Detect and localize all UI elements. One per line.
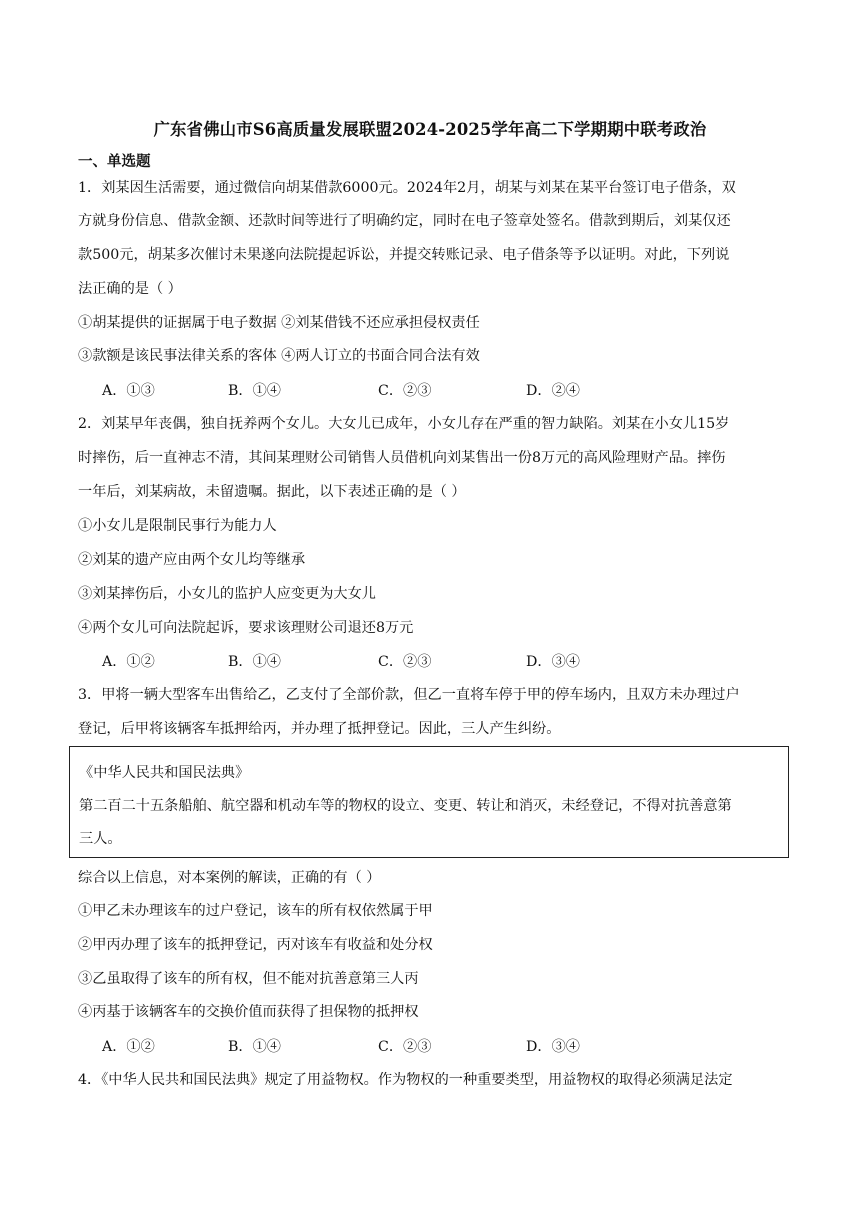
q2-line: 2．刘某早年丧偶，独自抚养两个女儿。大女儿已成年，小女儿存在严重的智力缺陷。刘某在小女儿15岁 (78, 416, 730, 432)
q2-line: 时摔伤，后一直神志不清，其间某理财公司销售人员借机向刘某售出一份8万元的高风险理财产品。摔伤 (78, 450, 726, 466)
option-c: C．②③ (378, 383, 432, 399)
law-text: 第二百二十五条船舶、航空器和机动车等的物权的设立、变更、转让和消灭，未经登记，不得对抗善意第 (79, 798, 732, 814)
q3-statement: ①甲乙未办理该车的过户登记，该车的所有权依然属于甲 (78, 903, 433, 919)
q3-statement: ③乙虽取得了该车的所有权，但不能对抗善意第三人丙 (78, 971, 419, 987)
document-title: 广东省佛山市S6高质量发展联盟2024-2025学年高二下学期期中联考政治 (153, 120, 707, 139)
q2-statement: ①小女儿是限制民事行为能力人 (78, 518, 277, 534)
q1-statement: ③款额是该民事法律关系的客体 ④两人订立的书面合同合法有效 (78, 348, 480, 364)
option-d: D．②④ (526, 383, 580, 399)
option-a: A．①② (102, 1039, 155, 1055)
option-a: A．①② (102, 654, 155, 670)
option-c: C．②③ (378, 654, 432, 670)
law-excerpt-box (69, 746, 789, 858)
law-title: 《中华人民共和国民法典》 (79, 765, 250, 781)
q1-statement: ①胡某提供的证据属于电子数据 ②刘某借钱不还应承担侵权责任 (78, 315, 480, 331)
option-b: B．①④ (228, 1039, 281, 1055)
q3-question: 综合以上信息，对本案例的解读，正确的有（ ） (78, 870, 381, 886)
option-b: B．①④ (228, 383, 281, 399)
option-a: A．①③ (102, 383, 155, 399)
option-d: D．③④ (526, 654, 580, 670)
q1-line: 方就身份信息、借款金额、还款时间等进行了明确约定，同时在电子签章处签名。借款到期后，刘某仅还 (78, 213, 731, 229)
q3-statement: ②甲丙办理了该车的抵押登记，丙对该车有收益和处分权 (78, 937, 433, 953)
q3-line: 登记，后甲将该辆客车抵押给丙，并办理了抵押登记。因此，三人产生纠纷。 (78, 721, 561, 737)
q1-line: 款500元，胡某多次催讨未果遂向法院提起诉讼，并提交转账记录、电子借条等予以证明。对此，下列说 (78, 247, 730, 263)
q2-statement: ④两个女儿可向法院起诉，要求该理财公司退还8万元 (78, 620, 414, 636)
q4-line: 4．《中华人民共和国民法典》规定了用益物权。作为物权的一种重要类型，用益物权的取得必须满足法定 (78, 1072, 733, 1088)
option-c: C．②③ (378, 1039, 432, 1055)
q1-line: 法正确的是（ ） (78, 281, 182, 297)
q1-line: 1．刘某因生活需要，通过微信向胡某借款6000元。2024年2月，胡某与刘某在某平台签订电子借条，双 (78, 180, 736, 196)
q2-statement: ③刘某摔伤后，小女儿的监护人应变更为大女儿 (78, 586, 376, 602)
law-text: 三人。 (79, 831, 122, 847)
q3-statement: ④丙基于该辆客车的交换价值而获得了担保物的抵押权 (78, 1004, 419, 1020)
q2-line: 一年后，刘某病故，未留遗嘱。据此，以下表述正确的是（ ） (78, 484, 466, 500)
section-heading: 一、单选题 (78, 153, 151, 170)
option-b: B．①④ (228, 654, 281, 670)
option-d: D．③④ (526, 1039, 580, 1055)
q2-statement: ②刘某的遗产应由两个女儿均等继承 (78, 552, 306, 568)
q3-line: 3．甲将一辆大型客车出售给乙，乙支付了全部价款，但乙一直将车停于甲的停车场内，且双方未办理过户 (78, 687, 740, 703)
